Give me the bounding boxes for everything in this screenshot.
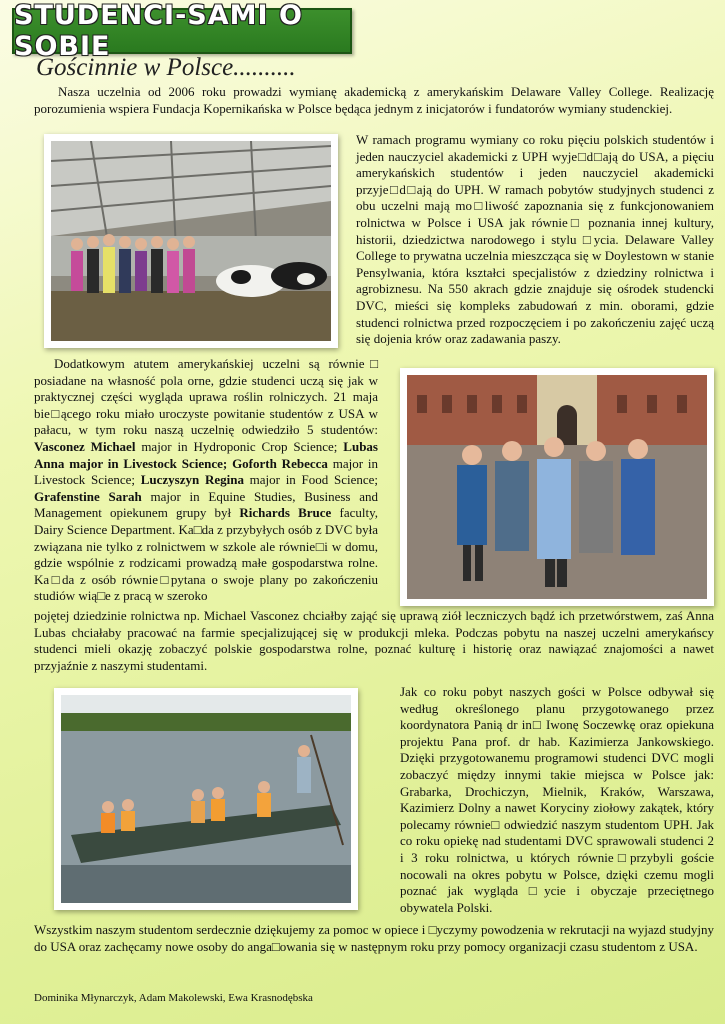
boat-photo-illustration [61,695,351,903]
section-banner [12,0,352,62]
photo-boat-river [54,688,358,910]
student-desc: major in Equine Studies, Business and Management opiekunem grupy był [34,488,378,521]
student-desc: major in Hydroponic Crop Science; [135,438,338,454]
barn-photo-illustration [51,141,331,341]
student-name: Grafenstine Sarah [34,488,142,504]
article-headline: Gościnnie w Polsce.......... [36,54,296,81]
visit-paragraph: Jak co roku pobyt naszych gości w Polsce odbywał się według określonego planu przygotowanego przez koordynatora Panią dr in□ Iwonę Soczewkę oraz opiekuna projektu Pana prof. dr hab. Kazimierza Jankowskiego. Dzięki przygotowanemu programowi studenci DVC mogli zobaczyć między innymi takie miejsca w Polsce jak: Grabarka, Drochiczyn, Mielnik, Kraków, Warszawa, Kazimierz Dolny a nawet Koryciny ziołowy zakątek, który polecamy równie□ odwiedzić naszym studentom UPH. Jak co roku opiekę nad studentami DVC sprawowali studenci 2 i 3 roku rolnictwa, u których równie□przybyli goście nocowali na okres pobytu w Polsce, dzięki czemu mogli poznać jak wygląda □ycie i obyczaje przeciętnego obywatela Polski. [400,684,714,915]
plans-paragraph: pojętej dziedzinie rolnictwa np. Michael Vasconez chciałby zająć się uprawą ziół leczniczych bądź ich przetwórstwem, zaś Anna Lubas chciałaby pracować na farmie specjalizującej się w produkcji mleka. Podczas pobytu na naszej uczelni amerykańscy studenci mieli okazję zobaczyć polskie gospodarstwa rolne, poznać kulturę i historię oraz nawiązać znajomości a nawet przyjaźnie z naszymi studentami. [34,608,714,673]
banner-title: STUDENCI-SAMI O SOBIE [14,0,303,62]
closing-paragraph: Wszystkim naszym studentom serdecznie dziękujemy za pomoc w opiece i □yczymy powodzenia w rekrutacji na wyjazd studyjny do USA oraz zachęcamy nowe osoby do anga□owania się w następnym roku przy pomocy organizacji czasu studentom z USA. [34,922,714,954]
students-paragraph [34,356,378,605]
student-name: Luczyszyn Regina [140,472,244,488]
authors-signature: Dominika Młynarczyk, Adam Makolewski, Ewa Krasnodębska [34,992,313,1004]
student-name: Goforth Rebecca [232,455,328,471]
advantage-rest-text: Ka□da z przybyłych osób z DVC była związana nie tylko z rolnictwem w szkole ale równie□i w domu, gdzie wspólnie z rodzicami prowadzą małe gospodarstwa rolne. Ka□da z osób równie□pytana o swoje plany po zakończeniu studiów wią□e z pracą w szeroko [34,521,379,604]
exchange-paragraph: W ramach programu wymiany co roku pięciu polskich studentów i jeden nauczyciel akademicki z UPH wyje□d□ają do USA, a pięciu amerykańskich studentów i jeden nauczyciel akademicki przyje□d□ają do UPH. W ramach pobytów studyjnych studenci z obu uczelni mają mo□liwość zapoznania się z funkcjonowaniem rolnictwa w Polsce i USA jak równie□ poznania innej kultury, historii, dziedzictwa narodowego i stylu □ycia. Delaware Valley College to prywatna uczelnia mieszcząca się w Doylestown w stanie Pensylwania, która kształci specjalistów z dziedziny rolnictwa i agrobiznesu. Na 550 akrach gdzie znajduje się ośrodek studencki DVC, mieści się kompleks zabudowań z min. oborami, gdzie studenci rolnictwa przed rozpoczęciem i po zakończeniu zajęć uczą się dojenia krów oraz zadawania paszy. [356,132,714,347]
photo-barn-group [44,134,338,348]
intro-paragraph: Nasza uczelnia od 2006 roku prowadzi wymianę akademicką z amerykańskim Delaware Valley College. Realizację porozumienia wspiera Fundacja Kopernikańska w Polsce będąca jednym z inicjatorów i fundatorów wymiany studenckiej. [34,84,714,116]
photo-group-old-town [400,368,714,606]
old-town-photo-illustration [407,375,707,599]
student-desc: faculty, Dairy Science Department. [34,505,379,537]
student-name: Lubas Anna major in Livestock Science; [34,438,378,471]
student-name: Vasconez Michael [34,438,136,454]
student-name: Richards Bruce [239,505,332,521]
advantage-intro-text: Dodatkowym atutem amerykańskiej uczelni są równie□ posiadane na własność pola orne, gdzie studenci uczą się jak w praktycznej części wygląda uprawa roślin rolniczych. 21 maja bie□ącego roku miało uroczyste powitanie studentów z USA w pałacu, w tym roku naszą uczelnię odwiedziło 5 studentów: [34,356,378,438]
student-desc: major in Food Science; [243,472,378,488]
student-desc: major in Livestock Science; [34,455,379,488]
